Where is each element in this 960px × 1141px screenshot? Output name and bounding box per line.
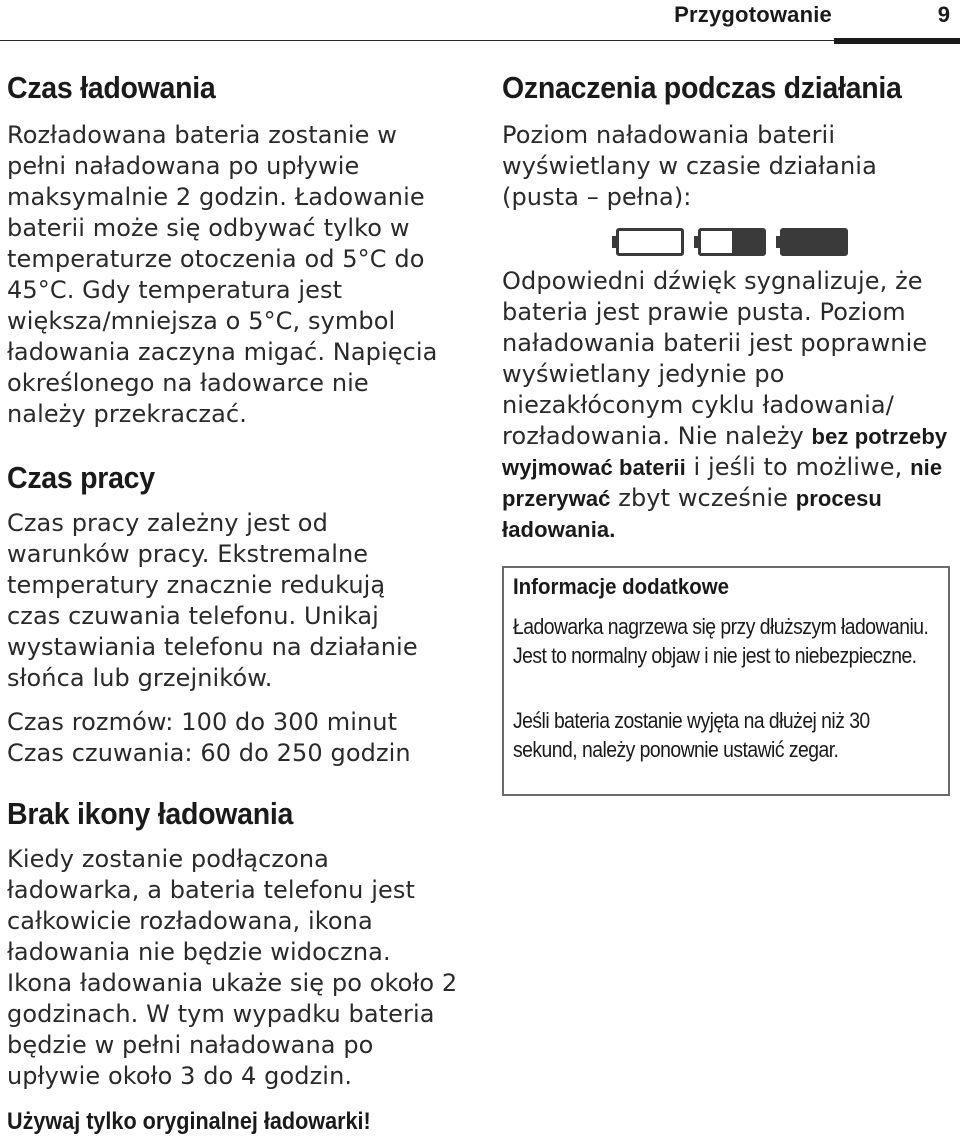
battery-empty-icon	[612, 228, 684, 256]
info-box-title: Informacje dodatkowe	[513, 574, 730, 599]
page-number: 9	[937, 2, 950, 27]
info-box-text-1: Ładowarka nagrzewa się przy dłuższym ładowaniu. Jest to normalny objaw i nie jest to niebezpieczne.	[513, 614, 929, 668]
header-divider-accent	[834, 38, 960, 44]
battery-level-icons	[612, 228, 852, 258]
no-charging-icon-text: Kiedy zostanie podłączona ładowarka, a bateria telefonu jest całkowicie rozładowana, ikona ładowania nie będzie widoczna. Ikona ładowania ukaże się po około 2 godzinach. W tym wypadku bateria będzie w pełni naładowana po upływie około 3 do 4 godzin.	[7, 845, 458, 1090]
bold-charging-process: procesu ładowania.	[502, 486, 882, 542]
indicators-text: Odpowiedni dźwięk sygnalizuje, że bateria jest prawie pusta. Poziom naładowania baterii jest poprawnie wyświetlany jedynie po niezakłóconym cyklu ładowania/ rozładowania. Nie należy bez potrzeby wyjmować baterii i jeśli to możliwe, nie przerywać zbyt wcześnie procesu ładowania.	[502, 267, 948, 542]
heading-charging-time: Czas ładowania	[7, 70, 216, 105]
indicators-intro: Poziom naładowania baterii wyświetlany w czasie działania (pusta – pełna):	[502, 121, 877, 211]
additional-info-box	[502, 566, 950, 796]
bold-do-not-interrupt: nie przerywać	[502, 455, 943, 511]
original-charger-warning: Używaj tylko oryginalnej ładowarki!	[7, 1108, 371, 1135]
talk-time: Czas rozmów: 100 do 300 minut	[7, 708, 398, 736]
bold-remove-battery: bez potrzeby wyjmować baterii	[502, 424, 948, 480]
info-box-text-2: Jeśli bateria zostanie wyjęta na dłużej niż 30 sekund, należy ponownie ustawić zegar.	[513, 708, 870, 762]
header-divider	[0, 40, 960, 41]
battery-partial-icon	[694, 228, 766, 256]
battery-full-icon	[776, 228, 848, 256]
standby-time: Czas czuwania: 60 do 250 godzin	[7, 739, 411, 767]
heading-operating-time: Czas pracy	[7, 460, 155, 495]
operating-time-text: Czas pracy zależny jest od warunków pracy. Ekstremalne temperatury znacznie redukują czas czuwania telefonu. Unikaj wystawiania telefonu na działanie słońca lub grzejników.	[7, 509, 418, 692]
section-title: Przygotowanie	[674, 2, 832, 27]
heading-no-charging-icon: Brak ikony ładowania	[7, 796, 294, 831]
heading-indicators: Oznaczenia podczas działania	[502, 70, 902, 105]
charging-time-text: Rozładowana bateria zostanie w pełni naładowana po upływie maksymalnie 2 godzin. Ładowanie baterii może się odbywać tylko w temperaturze otoczenia od 5°C do 45°C. Gdy temperatura jest większa/mniejsza o 5°C, symbol ładowania zaczyna migać. Napięcia określonego na ładowarce nie należy przekraczać.	[7, 121, 438, 428]
page-header	[0, 0, 960, 46]
